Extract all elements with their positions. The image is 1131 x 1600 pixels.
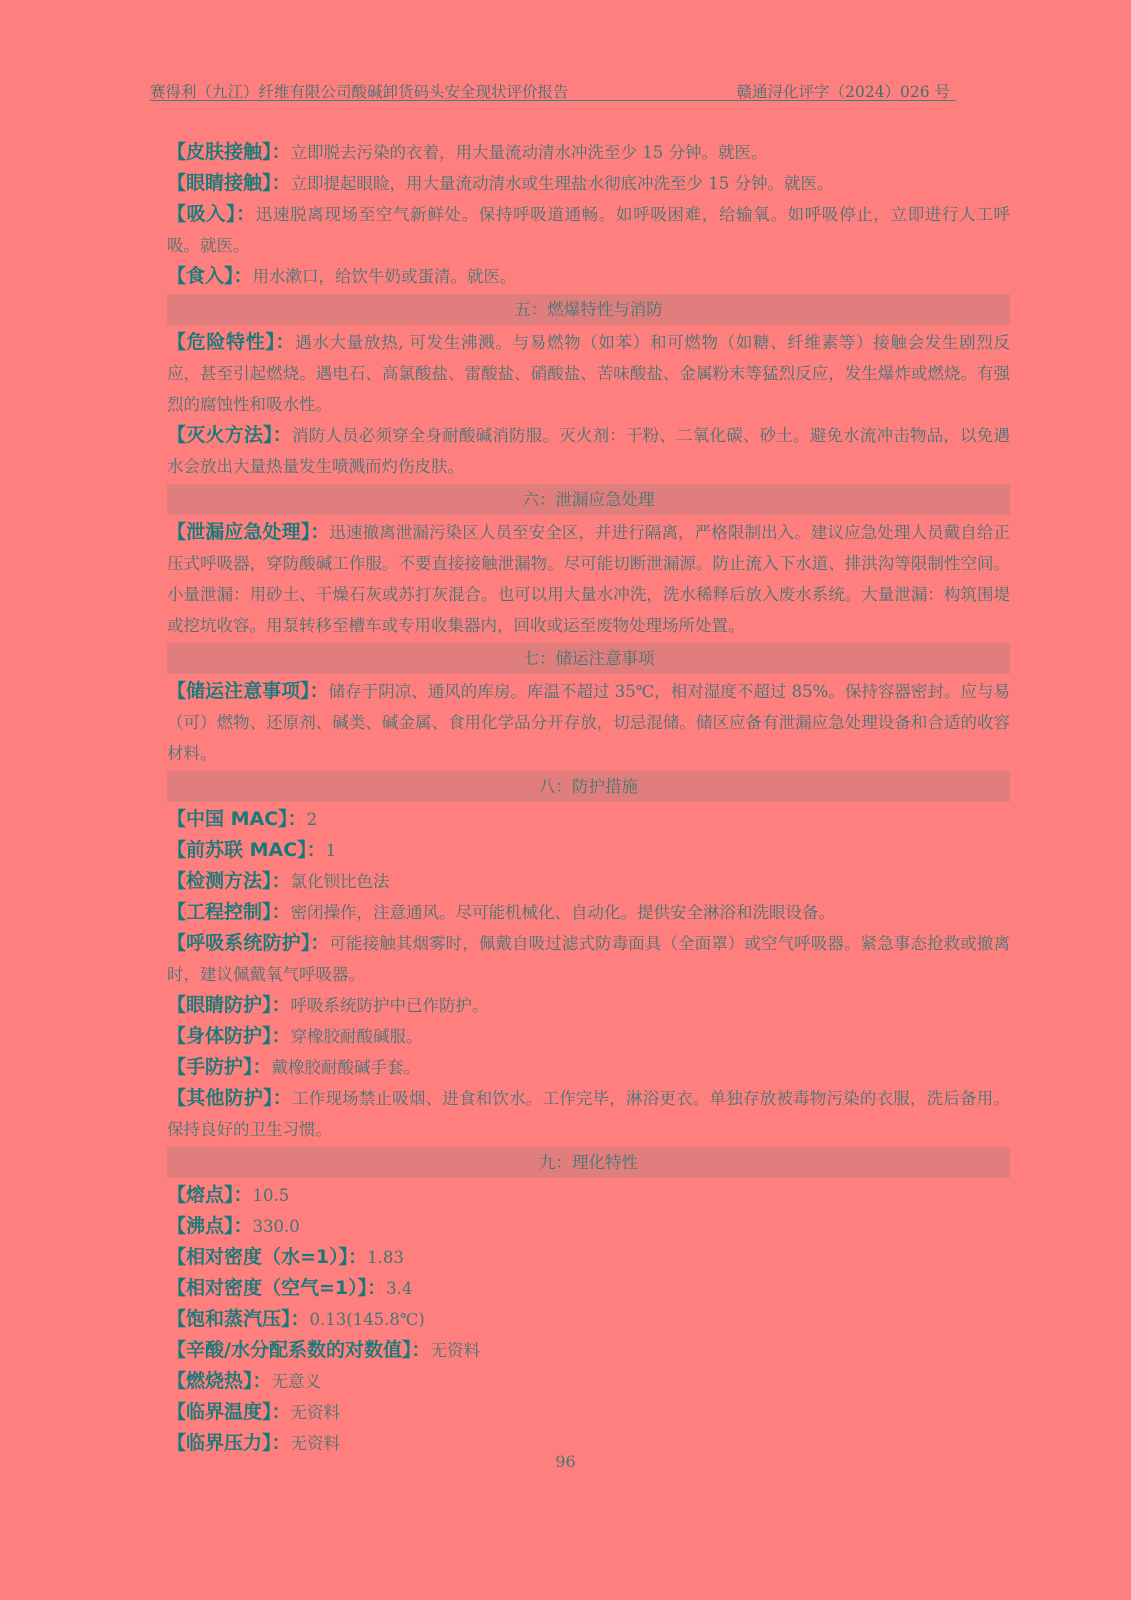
section-heading: 七：储运注意事项 [167,643,1010,674]
field-label: 【手防护】： [167,1056,272,1078]
field-paragraph [167,1021,1010,1052]
field-value: 氯化钡比色法 [290,872,390,891]
field-label: 【吸入】： [167,203,256,225]
field-paragraph [167,1211,1010,1242]
field-value: 迅速撤离泄漏污染区人员至安全区，并进行隔离，严格限制出入。建议应急处理人员戴自给正压式呼吸器，穿防酸碱工作服。不要直接接触泄漏物。尽可能切断泄漏源。防止流入下水道、排洪沟等限制性空间。小量泄漏：用砂土、干燥石灰或苏打灰混合。也可以用大量水冲洗，洗水稀释后放入废水系统。大量泄漏：构筑围堤或挖坑收容。用泵转移至槽车或专用收集器内，回收或运至废物处理场所处置。 [167,523,1010,635]
field-label: 【呼吸系统防护】： [167,932,330,954]
field-value: 密闭操作，注意通风。尽可能机械化、自动化。提供安全淋浴和洗眼设备。 [290,903,836,922]
field-paragraph [167,897,1010,928]
field-value: 迅速脱离现场至空气新鲜处。保持呼吸道通畅。如呼吸困难，给输氧。如呼吸停止，立即进行人工呼吸。就医。 [167,205,1010,255]
document-body [167,137,1010,1459]
header-report-number: 赣通浔化评字（2024）026 号 [736,83,950,101]
field-label: 【饱和蒸汽压】： [167,1308,310,1330]
field-label: 【中国 MAC】： [167,808,307,830]
field-value: 1 [325,841,337,860]
field-value: 无意义 [271,1372,322,1391]
field-value: 无资料 [290,1403,341,1422]
field-label: 【皮肤接触】： [167,141,291,163]
field-value: 立即提起眼睑，用大量流动清水或生理盐水彻底冲洗至少 15 分钟。就医。 [290,174,834,193]
field-value: 遇水大量放热, 可发生沸溅。与易燃物（如苯）和可燃物（如糖、纤维素等）接触会发生剧烈反应，甚至引起燃烧。遇电石、高氯酸盐、雷酸盐、硝酸盐、苦味酸盐、金属粉末等猛烈反应，发生爆炸或燃烧。有强烈的腐蚀性和吸水性。 [167,333,1010,414]
field-label: 【辛酸/水分配系数的对数值】： [167,1339,431,1361]
field-paragraph [167,261,1010,292]
field-label: 【临界温度】： [167,1401,291,1423]
field-label: 【危险特性】： [167,331,296,353]
field-value: 消防人员必须穿全身耐酸碱消防服。灭火剂：干粉、二氧化碳、砂土。避免水流冲击物品，以免遇水会放出大量热量发生喷溅而灼伤皮肤。 [167,426,1010,476]
field-paragraph [167,928,1010,990]
header-report-title: 赛得利（九江）纤维有限公司酸碱卸货码头安全现状评价报告 [150,83,569,101]
field-label: 【熔点】： [167,1184,253,1206]
field-value: 戴橡胶耐酸碱手套。 [271,1058,421,1077]
field-label: 【燃烧热】： [167,1370,272,1392]
field-paragraph [167,327,1010,420]
field-value: 3.4 [386,1279,413,1298]
field-paragraph [167,866,1010,897]
field-label: 【检测方法】： [167,870,291,892]
field-label: 【相对密度（空气=1）】： [167,1277,387,1299]
field-label: 【泄漏应急处理】： [167,521,330,543]
field-paragraph [167,1180,1010,1211]
field-label: 【前苏联 MAC】： [167,839,326,861]
field-value: 用水漱口，给饮牛奶或蛋清。就医。 [252,267,517,286]
field-label: 【眼睛防护】： [167,994,291,1016]
field-value: 工作现场禁止吸烟、进食和饮水。工作完毕，淋浴更衣。单独存放被毒物污染的衣服，洗后备用。保持良好的卫生习惯。 [167,1089,1010,1139]
section-heading: 五：燃爆特性与消防 [167,294,1010,325]
field-value: 可能接触其烟雾时，佩戴自吸过滤式防毒面具（全面罩）或空气呼吸器。紧急事态抢救或撤离时，建议佩戴氧气呼吸器。 [167,934,1010,984]
field-paragraph [167,199,1010,261]
field-value: 2 [306,810,318,829]
section-heading: 六：泄漏应急处理 [167,484,1010,515]
field-label: 【身体防护】： [167,1025,291,1047]
field-label: 【眼睛接触】： [167,172,291,194]
field-paragraph [167,1242,1010,1273]
field-paragraph [167,517,1010,641]
field-paragraph [167,1397,1010,1428]
field-paragraph [167,137,1010,168]
section-heading: 八：防护措施 [167,771,1010,802]
field-label: 【临界压力】： [167,1432,291,1454]
field-paragraph [167,1335,1010,1366]
field-value: 储存于阴凉、通风的库房。库温不超过 35℃，相对湿度不超过 85%。保持容器密封。应与易（可）燃物、还原剂、碱类、碱金属、食用化学品分开存放，切忌混储。储区应备有泄漏应急处理设备和合适的收容材料。 [167,682,1010,763]
field-value: 10.5 [252,1186,290,1205]
field-value: 穿橡胶耐酸碱服。 [290,1027,423,1046]
page-header [150,80,956,101]
field-paragraph [167,1083,1010,1145]
field-value: 1.83 [367,1248,404,1267]
field-paragraph [167,1052,1010,1083]
field-paragraph [167,804,1010,835]
field-value: 呼吸系统防护中已作防护。 [290,996,489,1015]
field-label: 【灭火方法】： [167,424,292,446]
field-paragraph [167,1366,1010,1397]
field-label: 【相对密度（水=1）】： [167,1246,368,1268]
field-label: 【工程控制】： [167,901,291,923]
field-paragraph [167,1304,1010,1335]
field-label: 【储运注意事项】： [167,680,329,702]
field-label: 【其他防护】： [167,1087,292,1109]
field-value: 无资料 [430,1341,480,1360]
field-paragraph [167,835,1010,866]
section-heading: 九：理化特性 [167,1147,1010,1178]
page-number: 96 [555,1452,576,1471]
field-paragraph [167,1273,1010,1304]
field-value: 330.0 [252,1217,300,1236]
field-value: 0.13(145.8℃) [309,1310,425,1329]
field-paragraph [167,168,1010,199]
field-paragraph [167,990,1010,1021]
field-paragraph [167,420,1010,482]
field-value: 无资料 [290,1434,341,1453]
field-value: 立即脱去污染的衣着，用大量流动清水冲洗至少 15 分钟。就医。 [290,143,768,162]
field-label: 【沸点】： [167,1215,253,1237]
field-paragraph [167,676,1010,769]
field-label: 【食入】： [167,265,253,287]
